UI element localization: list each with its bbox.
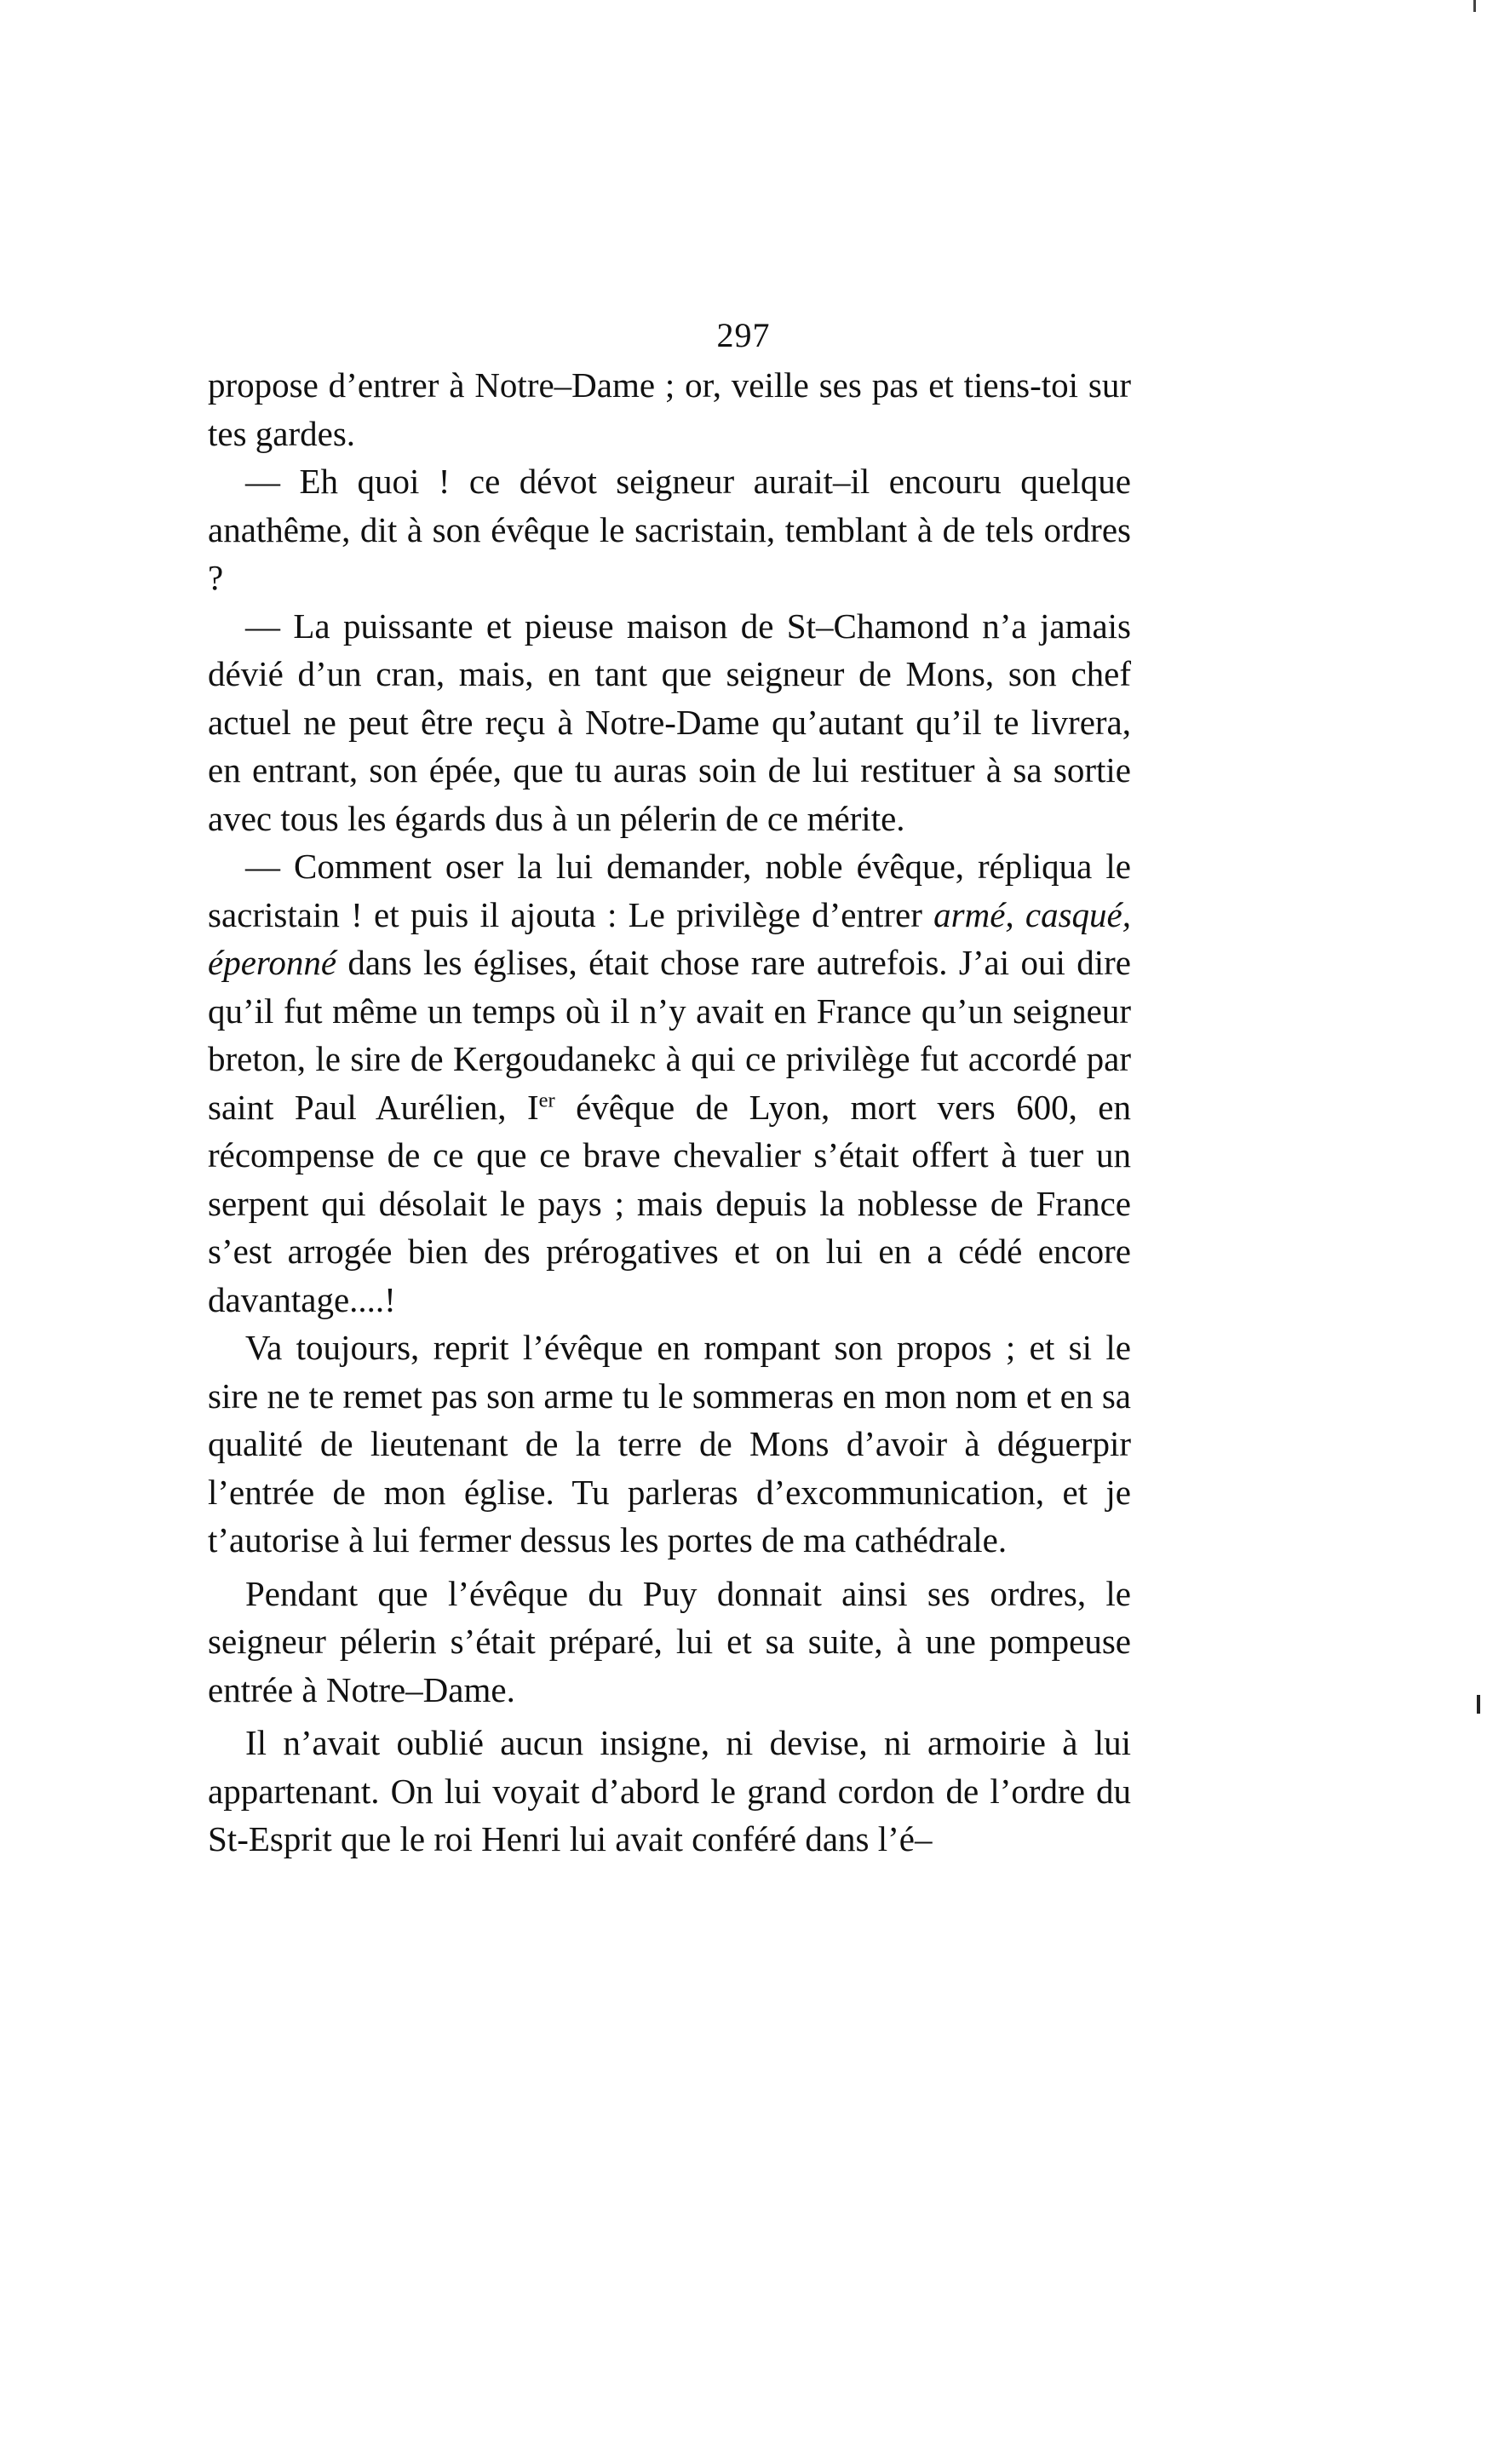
paragraph-eveque-ordre: Va toujours, reprit l’évêque en rompant son propos ; et si le sire ne te remet pas son arme tu le sommeras en mon nom et en sa qualité de lieutenant de la terre de Mons d’avoir à déguerpir l’entrée de mon église. Tu parleras d’excommunication, et je t’autorise à lui fermer dessus les portes de ma cathédrale. [208,1328,1131,1559]
ordinal-superscript: er [538,1088,555,1111]
paragraph-privilege-part2: dans les églises, était chose rare autrefois. J’ai oui dire qu’il fut même un temps où il n’y avait en France qu’un seigneur breton, le sire de Kergoudanekc à qui ce privilège fut accordé par saint Paul Aurélien, I [208,943,1131,1127]
paragraph-dialogue-eveque: — La puissante et pieuse maison de St–Chamond n’a jamais dévié d’un cran, mais, en tant que seigneur de Mons, son chef actuel ne peut être reçu à Notre-Dame qu’autant qu’il te livrera, en entrant, son épée, que tu auras soin de lui restituer à sa sortie avec tous les égards dus à un pélerin de ce mérite. [208,606,1131,838]
paragraph-privilege-part3: évêque de Lyon, mort vers 600, en récompense de ce que ce brave chevalier s’était offert à tuer un serpent qui désolait le pays ; mais depuis la noblesse de France s’est arrogée bien des prérogatives et on lui en a cédé encore davantage....! [208,1087,1131,1319]
paragraph-insignes: Il n’avait oublié aucun insigne, ni devise, ni armoirie à lui appartenant. On lui voyait d’abord le grand cordon de l’ordre du St-Esprit que le roi Henri lui avait conféré dans l’é– [208,1723,1131,1858]
margin-ink-mark [1477,1695,1480,1714]
edge-scan-mark [1473,0,1476,12]
paragraph-privilege [208,842,1131,1324]
body-text [208,361,1131,1864]
paragraph-pelerin: Pendant que l’évêque du Puy donnait ainsi ses ordres, le seigneur pélerin s’était préparé, lui et sa suite, à une pompeuse entrée à Notre–Dame. [208,1573,1131,1709]
paragraph-privilege-italic: armé, casqué, éperonné [208,894,1132,982]
paragraph-continuation: propose d’entrer à Notre–Dame ; or, veille ses pas et tiens-toi sur tes gardes. [208,365,1131,453]
paragraph-dialogue-sacristain: — Eh quoi ! ce dévot seigneur aurait–il encouru quelque anathême, dit à son évêque le sacristain, temblant à de tels ordres ? [208,462,1131,597]
paragraph-privilege-part1: — Comment oser la lui demander, noble évêque, répliqua le sacristain ! et puis il ajouta : Le privilège d’entrer [208,847,1131,934]
page-number: 297 [716,316,771,354]
